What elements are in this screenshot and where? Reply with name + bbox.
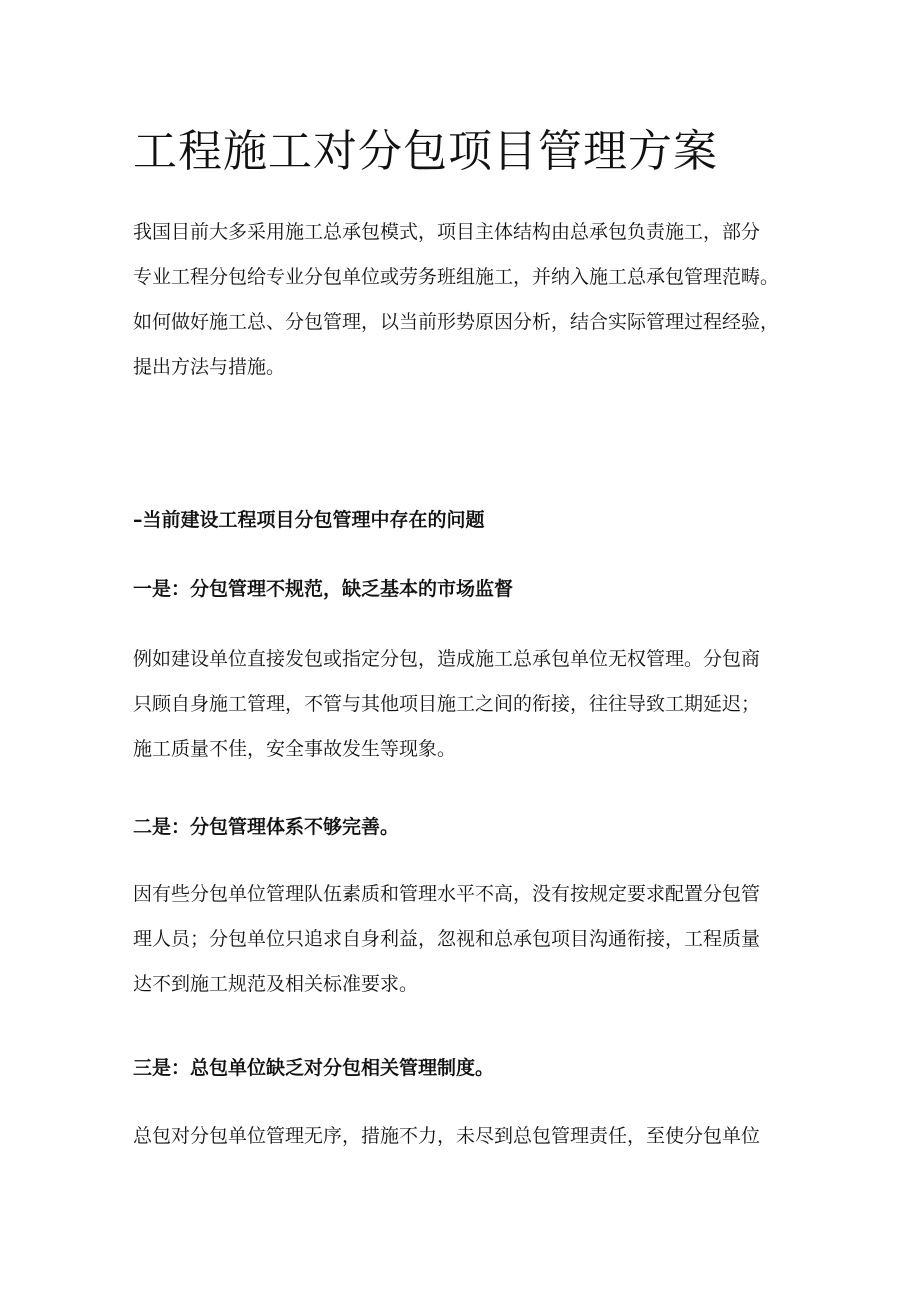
item-body-2	[133, 872, 803, 1007]
text-line: 达不到施工规范及相关标准要求。	[133, 973, 419, 995]
item-heading-3: 三是：总包单位缺乏对分包相关管理制度。	[133, 1057, 495, 1079]
item-body-3	[133, 1114, 803, 1159]
text-line: 理人员；分包单位只追求自身利益，忽视和总承包项目沟通衔接，工程质量	[133, 928, 761, 950]
intro-paragraph	[133, 210, 803, 390]
text-line: 专业工程分包给专业分包单位或劳务班组施工，并纳入施工总承包管理范畴。	[133, 266, 780, 288]
text-line: 如何做好施工总、分包管理，以当前形势原因分析，结合实际管理过程经验，	[133, 311, 780, 333]
text-line: 提出方法与措施。	[133, 356, 286, 378]
item-heading-1: 一是：分包管理不规范，缺乏基本的市场监督	[133, 578, 514, 600]
text-line: 例如建设单位直接发包或指定分包，造成施工总承包单位无权管理。分包商	[133, 648, 761, 670]
text-line: 施工质量不佳，安全事故发生等现象。	[133, 738, 457, 760]
text-line: 因有些分包单位管理队伍素质和管理水平不高，没有按规定要求配置分包管	[133, 883, 761, 905]
item-body-1	[133, 637, 803, 772]
document-title: 工程施工对分包项目管理方案	[133, 126, 718, 177]
section-heading: –当前建设工程项目分包管理中存在的问题	[133, 509, 485, 531]
item-heading-2: 二是：分包管理体系不够完善。	[133, 816, 400, 838]
text-line: 我国目前大多采用施工总承包模式，项目主体结构由总承包负责施工，部分	[133, 221, 761, 243]
text-line: 只顾自身施工管理，不管与其他项目施工之间的衔接，往往导致工期延迟；	[133, 693, 761, 715]
text-line: 总包对分包单位管理无序，措施不力，未尽到总包管理责任，至使分包单位	[133, 1125, 761, 1147]
